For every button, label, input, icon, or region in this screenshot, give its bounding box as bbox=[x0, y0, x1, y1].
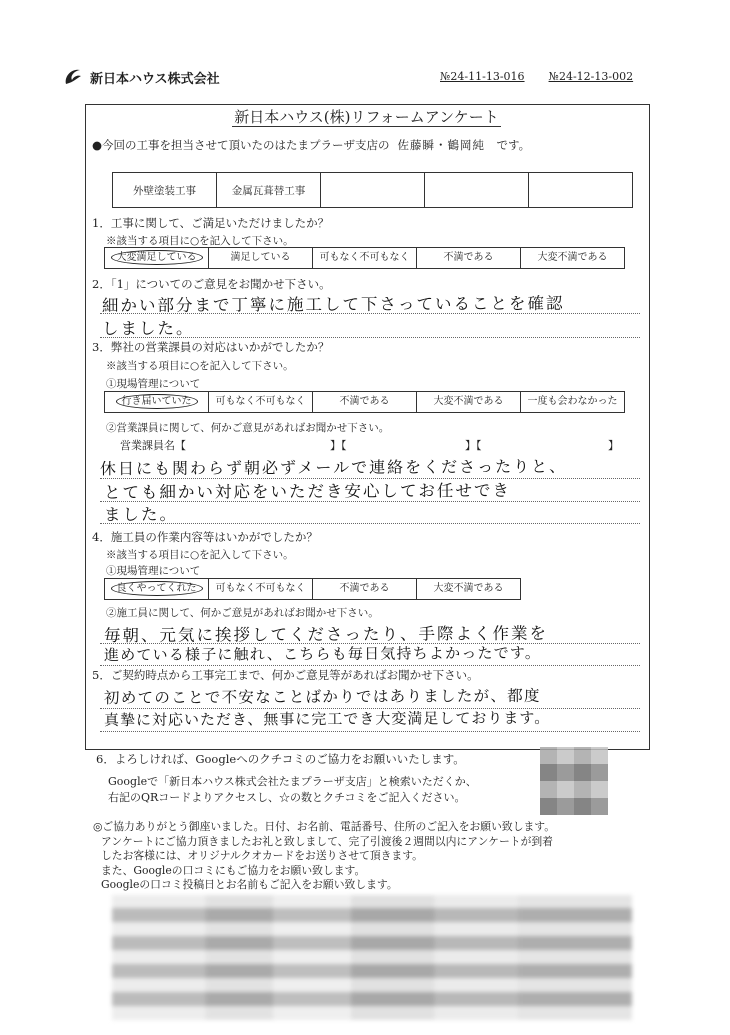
selected-option: 行き届いていた bbox=[116, 394, 198, 409]
q4-answer-line: 毎朝、元気に挨拶してくださったり、手際よく作業を bbox=[103, 623, 549, 646]
q3-sub1: ①現場管理について bbox=[106, 378, 201, 390]
q2-question: 2．「1」についてのご意見をお聞かせ下さい。 bbox=[92, 277, 331, 291]
selected-option: 大変満足している bbox=[111, 250, 203, 265]
q4-answer-line: 進めている様子に触れ、こちらも毎日気持ちよかったです。 bbox=[103, 643, 542, 665]
q3-option[interactable]: 一度も会わなかった bbox=[521, 392, 625, 413]
q3-options bbox=[104, 391, 625, 413]
q5-answer-line: 真摯に対応いただき、無事に完工でき大変満足しております。 bbox=[103, 708, 551, 730]
q3-answer-line: ました。 bbox=[103, 504, 179, 525]
footer-line: したお客様には、オリジナルクオカードをお送りさせて頂きます。 bbox=[101, 849, 423, 862]
footer-line: Googleの口コミ投稿日とお名前もご記入をお願い致します。 bbox=[101, 878, 398, 891]
footer-line: ◎ご協力ありがとう御座いました。日付、お名前、電話番号、住所のご記入をお願い致します。 bbox=[93, 820, 556, 833]
footer-notes bbox=[93, 820, 555, 893]
q1-option[interactable] bbox=[105, 248, 209, 269]
redacted-customer-info bbox=[112, 895, 632, 1020]
work-type-cell bbox=[321, 173, 425, 208]
q3-answer-line: 休日にも関わらず朝必ずメールで連絡をくださったりと、 bbox=[99, 456, 568, 479]
q3-option[interactable] bbox=[105, 392, 209, 413]
q3-note: ※該当する項目に○を記入して下さい。 bbox=[106, 360, 294, 372]
sales-name-label: 営業課員名【 bbox=[120, 439, 186, 452]
document-number: №24-12-13-002 bbox=[548, 70, 634, 83]
q3-answer-line: とても細かい対応をいただき安心してお任せでき bbox=[103, 480, 512, 503]
company-logo-icon bbox=[62, 66, 84, 88]
work-type-table bbox=[112, 172, 633, 208]
q3-question: 3．弊社の営業課員の対応はいかがでしたか？ bbox=[92, 340, 330, 354]
q3-sub2: ②営業課員に関して、何かご意見があればお聞かせ下さい。 bbox=[106, 422, 390, 434]
intro-line bbox=[92, 137, 530, 153]
answer-rule bbox=[100, 501, 640, 502]
q6-line: 右記のQRコードよりアクセスし、☆の数とクチコミをご記入ください。 bbox=[108, 791, 466, 804]
bracket-mark: 】【 bbox=[465, 439, 482, 452]
q4-sub1: ①現場管理について bbox=[106, 565, 201, 577]
q1-question: 1．工事に関して、ご満足いただけましたか？ bbox=[92, 216, 330, 230]
selected-option: 良くやってくれた bbox=[111, 581, 203, 596]
staff-names: 佐藤瞬・鶴岡純 bbox=[397, 138, 486, 152]
q5-question: 5．ご契約時点から工事完工まで、何かご意見等があればお聞かせ下さい。 bbox=[92, 668, 479, 682]
answer-rule bbox=[100, 523, 640, 524]
work-type-cell: 外壁塗装工事 bbox=[113, 173, 217, 208]
work-type-cell bbox=[529, 173, 633, 208]
q4-option[interactable] bbox=[105, 579, 209, 600]
intro-text: ●今回の工事を担当させて頂いたのはたまプラーザ支店の bbox=[92, 138, 390, 152]
q1-option[interactable]: 満足している bbox=[209, 248, 313, 269]
qr-code-image[interactable] bbox=[540, 747, 608, 815]
q1-note: ※該当する項目に○を記入して下さい。 bbox=[106, 235, 294, 247]
q6-line: 6．よろしければ、Googleへのクチコミのご協力をお願いいたします。 bbox=[96, 752, 465, 766]
q3-option[interactable]: 可もなく不可もなく bbox=[209, 392, 313, 413]
intro-suffix: です。 bbox=[496, 138, 531, 152]
q1-option[interactable]: 不満である bbox=[417, 248, 521, 269]
q6-line: Googleで「新日本ハウス株式会社たまプラーザ支店」と検索いただくか、 bbox=[108, 775, 477, 788]
q3-option[interactable]: 不満である bbox=[313, 392, 417, 413]
footer-line: アンケートにご協力頂きましたお礼と致しまして、完了引渡後２週間以内にアンケートが到着 bbox=[101, 834, 553, 848]
document-numbers bbox=[440, 70, 633, 83]
q4-options bbox=[104, 578, 521, 600]
company-header bbox=[62, 66, 220, 88]
q2-answer-line: 細かい部分まで丁寧に施工して下さっていることを確認 bbox=[101, 293, 565, 316]
q4-option[interactable]: 可もなく不可もなく bbox=[209, 579, 313, 600]
q2-answer-line: しました。 bbox=[101, 318, 195, 339]
q1-option[interactable]: 大変不満である bbox=[521, 248, 625, 269]
footer-line: また、Googleの口コミにもご協力をお願い致します。 bbox=[101, 863, 366, 877]
q1-option[interactable]: 可もなく不可もなく bbox=[313, 248, 417, 269]
answer-rule bbox=[100, 665, 640, 666]
work-type-cell bbox=[425, 173, 529, 208]
q4-question: 4．施工員の作業内容等はいかがでしたか？ bbox=[92, 530, 318, 544]
bracket-mark: 】【 bbox=[330, 439, 347, 452]
page-title: 新日本ハウス(株)リフォームアンケート bbox=[234, 108, 499, 126]
answer-rule bbox=[100, 337, 640, 338]
company-name: 新日本ハウス株式会社 bbox=[90, 71, 220, 87]
q4-option[interactable]: 大変不満である bbox=[417, 579, 521, 600]
q4-option[interactable]: 不満である bbox=[313, 579, 417, 600]
document-number: №24-11-13-016 bbox=[440, 70, 525, 83]
q4-note: ※該当する項目に○を記入して下さい。 bbox=[106, 549, 294, 561]
q4-sub2: ②施工員に関して、何かご意見があればお聞かせ下さい。 bbox=[106, 607, 379, 619]
q1-options bbox=[104, 247, 625, 269]
q5-answer-line: 初めてのことで不安なことばかりではありましたが、都度 bbox=[103, 686, 541, 708]
q3-option[interactable]: 大変不満である bbox=[417, 392, 521, 413]
work-type-cell: 金属瓦葺替工事 bbox=[217, 173, 321, 208]
bracket-mark: 】 bbox=[608, 439, 619, 452]
answer-rule bbox=[100, 731, 640, 732]
